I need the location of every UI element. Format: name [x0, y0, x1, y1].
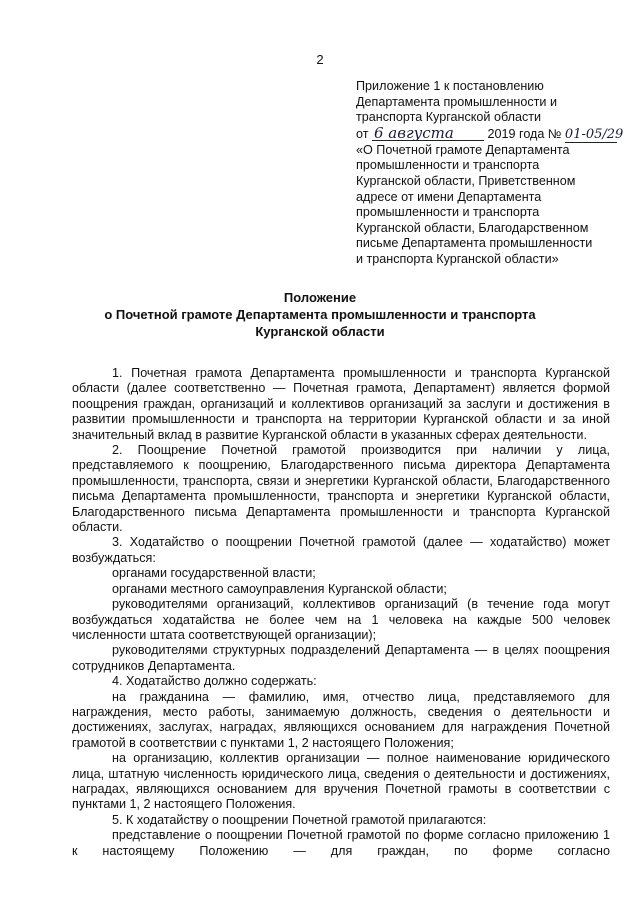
title-line: Положение [283, 290, 357, 305]
paragraph: руководителями структурных подразделений Департамента — в целях поощрения сотрудников Департамента. [72, 643, 610, 673]
paragraph: органами местного самоуправления Курганской области; [112, 581, 447, 596]
paragraph: представление о поощрении Почетной грамотой по форме согласно приложению 1 к настоящему Положению — для граждан, по форме согласно [72, 828, 610, 858]
paragraph: на организацию, коллектив организации — полное наименование юридического лица, штатную численность юридического лица, сведения о деятельности и достижениях, наградах, являющихся основанием для вручения Почетной грамоты в соответствии с пунктами 1, 2 настоящего Положения. [72, 751, 610, 812]
paragraph: 5. К ходатайству о поощрении Почетной грамотой прилагаются: [112, 812, 487, 827]
page-number: 2 [316, 52, 324, 67]
appendix-subject-line: письме Департамента промышленности [356, 236, 593, 251]
handwritten-date: 6 августа [372, 126, 484, 141]
handwritten-number: 01-05/29 [564, 126, 624, 142]
paragraph: 2. Поощрение Почетной грамотой производится при наличии у лица, представляемого к поощрению, Благодарственного письма директора Департамента промышленности, транспорта, связи и энергетики Курганской области, Благодарственного письма Департамента промышленности, транспорта и энергетики Курганской области, Благодарственного письма Департамента промышленности и транспорта Курганской области. [72, 443, 610, 535]
paragraph: руководителями организаций, коллективов организаций (в течение года могут возбуждаться ходатайства не более чем на 1 человека на каждые 500 человек численности штата соответствующей организации); [72, 597, 610, 642]
appendix-subject-line: промышленности и транспорта [356, 205, 540, 220]
appendix-line: Приложение 1 к постановлению [356, 79, 544, 93]
paragraph: 1. Почетная грамота Департамента промышленности и транспорта Курганской области (далее соответственно — Почетная грамота, Департамент) является формой поощрения граждан, организаций и коллективов организаций за заслуги и достижения в развитии промышленности и транспорта на территории Курганской области и за иной значительный вклад в развитие Курганской области в указанных сферах деятельности. [72, 366, 610, 442]
title-line: о Почетной грамоте Департамента промышленности и транспорта [104, 307, 536, 322]
paragraph: 4. Ходатайство должно содержать: [112, 674, 317, 689]
appendix-line: Департамента промышленности и [356, 94, 558, 109]
appendix-line: транспорта Курганской области [356, 110, 542, 125]
date-prefix: от [356, 126, 369, 141]
paragraph: органами государственной власти; [112, 566, 316, 581]
appendix-block [356, 79, 624, 268]
appendix-subject-line: и транспорта Курганской области» [356, 251, 559, 266]
appendix-subject-line: промышленности и транспорта [356, 158, 540, 173]
document-body [72, 366, 610, 859]
year-text: 2019 года № [487, 126, 562, 141]
date-number-line [356, 123, 624, 143]
paragraph: на гражданина — фамилию, имя, отчество лица, представляемого для награждения, место работы, занимаемую должность, сведения о деятельности и достижениях, заслугах, наградах, являющихся основанием для награждения Почетной грамотой в соответствии с пунктами 1, 2 настоящего Положения; [72, 689, 610, 750]
document-title [0, 289, 640, 340]
appendix-subject-line: Курганской области, Приветственном [356, 173, 576, 188]
paragraph: 3. Ходатайство о поощрении Почетной грамотой (далее — ходатайство) может возбуждаться: [72, 535, 610, 565]
title-line: Курганской области [255, 324, 385, 339]
appendix-subject-line: Курганской области, Благодарственном [356, 220, 589, 235]
appendix-subject-line: «О Почетной грамоте Департамента [356, 142, 570, 157]
appendix-subject-line: адресе от имени Департамента [356, 189, 542, 204]
